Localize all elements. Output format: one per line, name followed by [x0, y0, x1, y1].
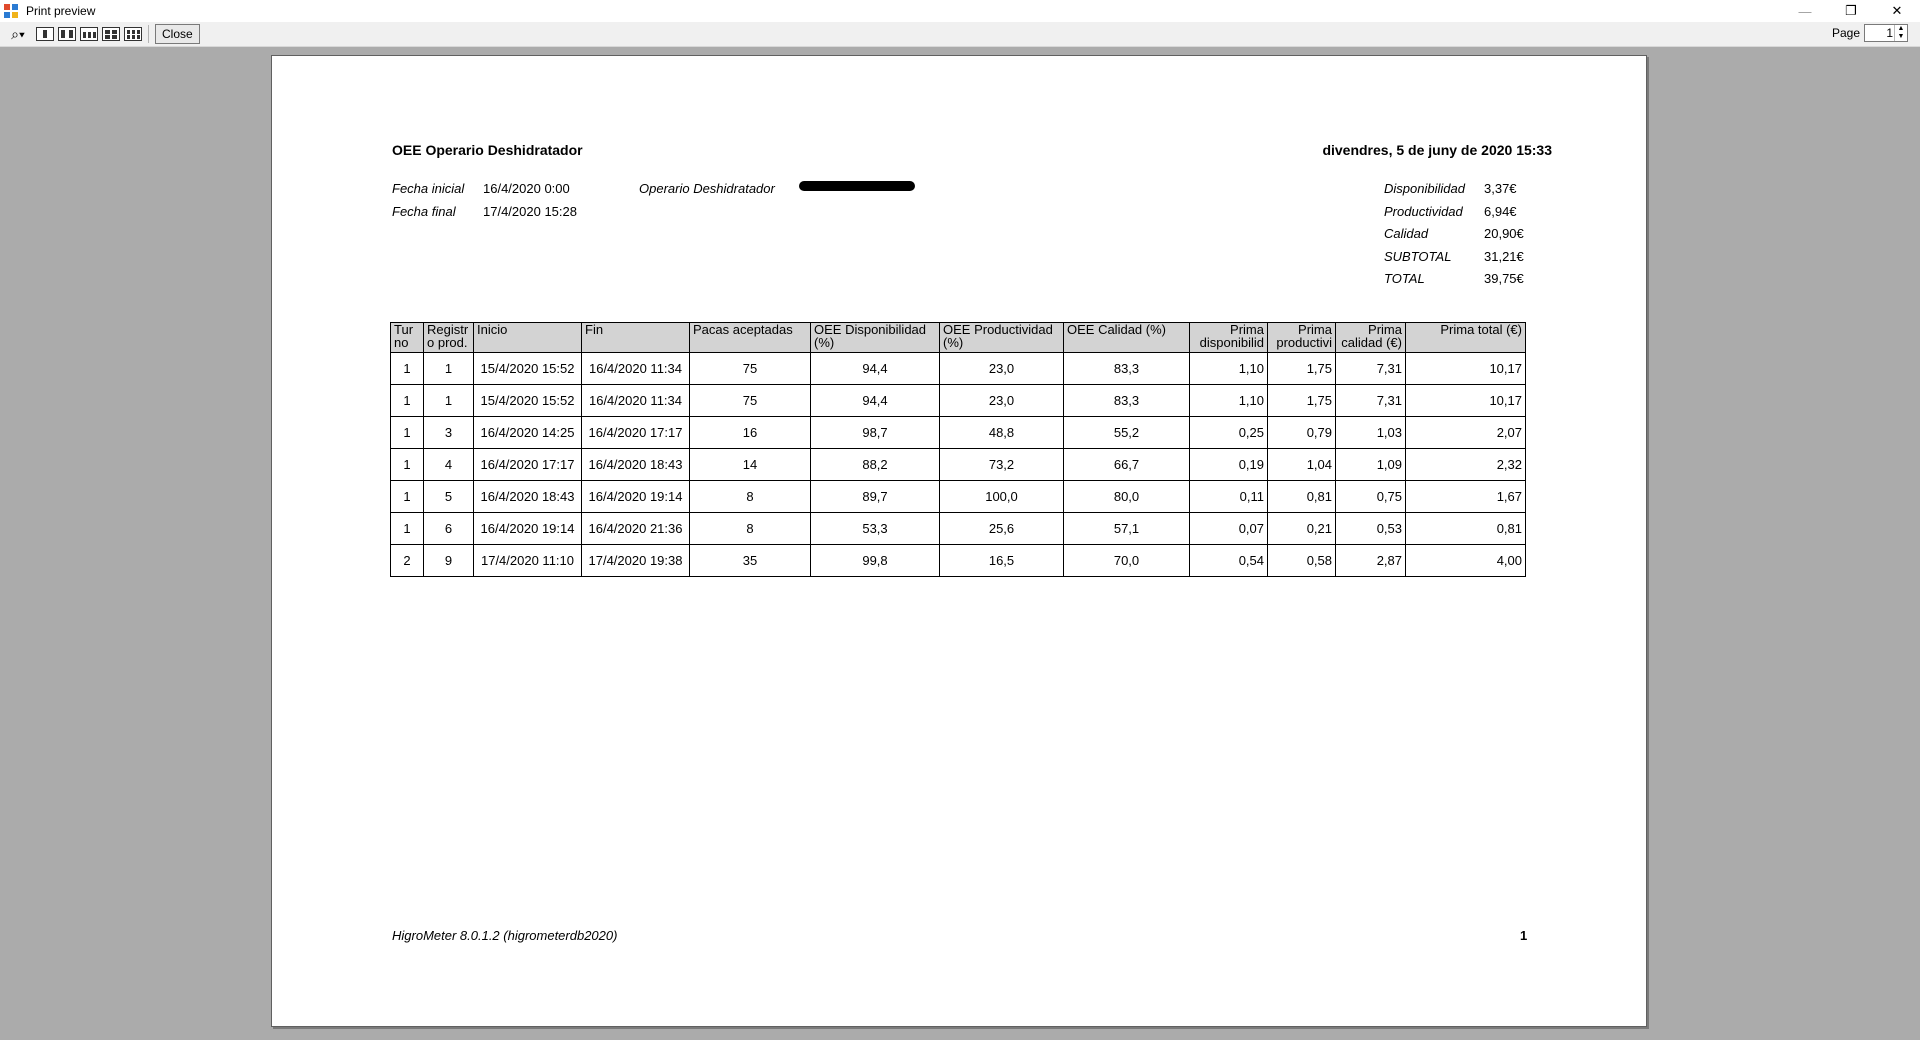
table-cell: 16/4/2020 17:17: [582, 417, 690, 449]
table-row: [391, 417, 1526, 449]
summary-label: Calidad: [1384, 226, 1429, 241]
column-header: Prima total (€): [1406, 323, 1526, 353]
six-pages-icon[interactable]: [124, 25, 142, 43]
summary-label: Productividad: [1384, 203, 1463, 219]
table-cell: 23,0: [940, 353, 1064, 385]
table-cell: 100,0: [940, 481, 1064, 513]
spin-down-icon[interactable]: ▼: [1897, 33, 1905, 40]
table-cell: 0,79: [1268, 417, 1336, 449]
table-cell: 16/4/2020 14:25: [474, 417, 582, 449]
table-cell: 0,81: [1268, 481, 1336, 513]
one-page-icon[interactable]: [36, 25, 54, 43]
spin-up-icon[interactable]: ▲: [1897, 25, 1905, 32]
table-cell: 1: [424, 385, 474, 417]
table-cell: 80,0: [1064, 481, 1190, 513]
table-cell: 1,10: [1190, 353, 1268, 385]
table-cell: 4: [424, 449, 474, 481]
table-cell: 2,32: [1406, 449, 1526, 481]
table-header-row: [391, 323, 1526, 353]
table-cell: 16/4/2020 18:43: [474, 481, 582, 513]
table-cell: 1: [391, 449, 424, 481]
table-cell: 16/4/2020 21:36: [582, 513, 690, 545]
fecha-inicial-value: 16/4/2020 0:00: [483, 181, 570, 196]
table-cell: 16,5: [940, 545, 1064, 577]
footer-page-number: 1: [1520, 928, 1528, 943]
fecha-inicial-label: Fecha inicial: [392, 181, 465, 196]
summary-value: 6,94€: [1484, 203, 1517, 219]
table-cell: 57,1: [1064, 513, 1190, 545]
table-cell: 9: [424, 545, 474, 577]
window-title: Print preview: [26, 4, 96, 18]
table-cell: 48,8: [940, 417, 1064, 449]
zoom-icon[interactable]: ⌕▾: [11, 25, 25, 42]
table-cell: 1,67: [1406, 481, 1526, 513]
report-title: OEE Operario Deshidratador: [392, 142, 583, 158]
table-cell: 0,81: [1406, 513, 1526, 545]
table-cell: 10,17: [1406, 385, 1526, 417]
close-window-button[interactable]: ✕: [1891, 3, 1903, 18]
table-cell: 8: [690, 513, 811, 545]
column-header: Pacas aceptadas: [690, 323, 811, 353]
table-cell: 1,09: [1336, 449, 1406, 481]
table-cell: 94,4: [811, 385, 940, 417]
column-header: Fin: [582, 323, 690, 353]
table-cell: 7,31: [1336, 385, 1406, 417]
column-header: Prima productivi: [1268, 323, 1336, 353]
redacted-operator-name: [799, 181, 915, 191]
table-cell: 15/4/2020 15:52: [474, 353, 582, 385]
table-cell: 75: [690, 385, 811, 417]
table-cell: 1,03: [1336, 417, 1406, 449]
column-header: Registr o prod.: [424, 323, 474, 353]
column-header: Prima disponibilid: [1190, 323, 1268, 353]
page-number-value: 1: [1886, 26, 1893, 40]
table-cell: 83,3: [1064, 353, 1190, 385]
table-cell: 16/4/2020 19:14: [582, 481, 690, 513]
summary-value: 3,37€: [1484, 181, 1517, 196]
table-cell: 1: [391, 385, 424, 417]
table-row: [391, 449, 1526, 481]
column-header: OEE Productividad (%): [940, 323, 1064, 353]
table-cell: 66,7: [1064, 449, 1190, 481]
table-cell: 0,58: [1268, 545, 1336, 577]
table-cell: 73,2: [940, 449, 1064, 481]
table-cell: 1,75: [1268, 353, 1336, 385]
preview-toolbar: [0, 22, 1920, 47]
summary-value: 39,75€: [1484, 271, 1524, 286]
table-cell: 0,11: [1190, 481, 1268, 513]
fecha-final-value: 17/4/2020 15:28: [483, 204, 577, 219]
table-row: [391, 353, 1526, 385]
table-cell: 4,00: [1406, 545, 1526, 577]
table-cell: 16/4/2020 19:14: [474, 513, 582, 545]
footer-app-version: HigroMeter 8.0.1.2 (higrometerdb2020): [392, 928, 618, 943]
table-cell: 16: [690, 417, 811, 449]
table-cell: 0,53: [1336, 513, 1406, 545]
table-cell: 2,87: [1336, 545, 1406, 577]
table-cell: 0,07: [1190, 513, 1268, 545]
table-cell: 0,75: [1336, 481, 1406, 513]
table-cell: 89,7: [811, 481, 940, 513]
table-cell: 75: [690, 353, 811, 385]
summary-value: 31,21€: [1484, 248, 1524, 264]
toolbar-separator: [148, 25, 149, 43]
table-cell: 7,31: [1336, 353, 1406, 385]
summary-label: TOTAL: [1384, 271, 1425, 286]
table-cell: 6: [424, 513, 474, 545]
table-cell: 16/4/2020 11:34: [582, 385, 690, 417]
table-cell: 15/4/2020 15:52: [474, 385, 582, 417]
fecha-final-label: Fecha final: [392, 204, 456, 219]
close-preview-button[interactable]: Close: [155, 24, 200, 44]
table-cell: 5: [424, 481, 474, 513]
table-cell: 1: [391, 417, 424, 449]
table-row: [391, 385, 1526, 417]
table-cell: 94,4: [811, 353, 940, 385]
table-cell: 23,0: [940, 385, 1064, 417]
table-cell: 2: [391, 545, 424, 577]
summary-value: 20,90€: [1484, 226, 1524, 241]
table-cell: 16/4/2020 11:34: [582, 353, 690, 385]
column-header: OEE Calidad (%): [1064, 323, 1190, 353]
column-header: OEE Disponibilidad (%): [811, 323, 940, 353]
four-pages-icon[interactable]: [102, 25, 120, 43]
spinner-arrows[interactable]: [1894, 25, 1907, 41]
summary-label: SUBTOTAL: [1384, 248, 1452, 264]
table-cell: 10,17: [1406, 353, 1526, 385]
app-icon: [4, 4, 18, 18]
table-cell: 1,10: [1190, 385, 1268, 417]
table-cell: 17/4/2020 19:38: [582, 545, 690, 577]
table-body: [391, 353, 1526, 577]
table-cell: 25,6: [940, 513, 1064, 545]
table-cell: 3: [424, 417, 474, 449]
table-cell: 8: [690, 481, 811, 513]
table-cell: 0,21: [1268, 513, 1336, 545]
table-cell: 16/4/2020 17:17: [474, 449, 582, 481]
report-date: divendres, 5 de juny de 2020 15:33: [1322, 142, 1552, 158]
column-header: Prima calidad (€): [1336, 323, 1406, 353]
table-cell: 98,7: [811, 417, 940, 449]
table-cell: 1,04: [1268, 449, 1336, 481]
oee-table: [390, 322, 1526, 577]
table-row: [391, 513, 1526, 545]
operario-label: Operario Deshidratador: [639, 181, 775, 196]
table-cell: 1: [391, 513, 424, 545]
table-cell: 0,19: [1190, 449, 1268, 481]
table-cell: 14: [690, 449, 811, 481]
page-label: Page: [1831, 26, 1860, 40]
table-cell: 1: [391, 353, 424, 385]
table-cell: 2,07: [1406, 417, 1526, 449]
table-row: [391, 481, 1526, 513]
restore-button[interactable]: ❐: [1845, 3, 1857, 18]
two-pages-icon[interactable]: [58, 25, 76, 43]
table-cell: 70,0: [1064, 545, 1190, 577]
table-cell: 17/4/2020 11:10: [474, 545, 582, 577]
table-row: [391, 545, 1526, 577]
window-title-bar: [0, 0, 1920, 22]
table-cell: 55,2: [1064, 417, 1190, 449]
table-cell: 53,3: [811, 513, 940, 545]
table-cell: 1,75: [1268, 385, 1336, 417]
table-cell: 99,8: [811, 545, 940, 577]
preview-page: [271, 55, 1647, 1027]
table-cell: 35: [690, 545, 811, 577]
minimize-button[interactable]: —: [1798, 3, 1812, 19]
summary-label: Disponibilidad: [1384, 181, 1465, 196]
column-header: Tur no: [391, 323, 424, 353]
page-number-spinner[interactable]: [1864, 24, 1908, 42]
table-cell: 83,3: [1064, 385, 1190, 417]
table-cell: 1: [391, 481, 424, 513]
table-cell: 16/4/2020 18:43: [582, 449, 690, 481]
three-pages-icon[interactable]: [80, 25, 98, 43]
table-cell: 0,25: [1190, 417, 1268, 449]
table-cell: 1: [424, 353, 474, 385]
table-cell: 88,2: [811, 449, 940, 481]
column-header: Inicio: [474, 323, 582, 353]
table-cell: 0,54: [1190, 545, 1268, 577]
